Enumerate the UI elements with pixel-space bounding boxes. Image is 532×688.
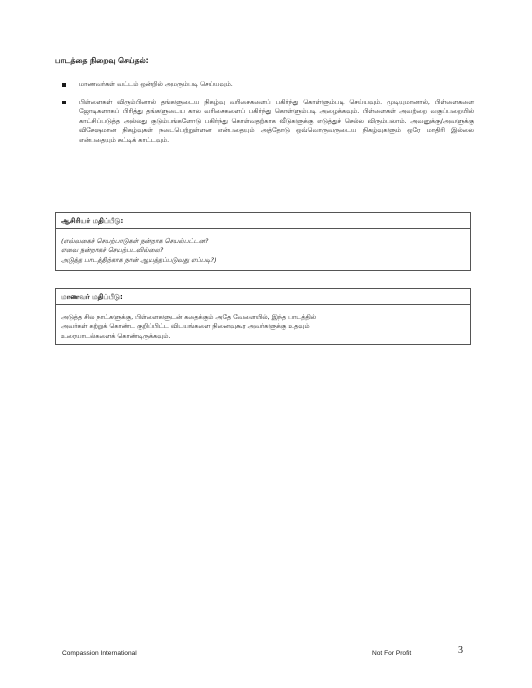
teacher-evaluation-line: (எவ்வகைச் செயற்பாடுகள் நன்றாக செயல்பட்டன? bbox=[61, 237, 209, 245]
teacher-evaluation-heading: ஆசிரியர் மதிப்பீடு: bbox=[56, 213, 470, 229]
student-evaluation-line: அவர்கள் கற்றுக் கொண்ட குறிப்பிட்ட விடயங்களை நினைவுகூர அவர்களுக்கு உதவும் bbox=[61, 322, 310, 331]
bullet-square-icon bbox=[62, 83, 66, 87]
student-evaluation-body bbox=[56, 305, 470, 345]
footer-organization: Compassion International bbox=[62, 650, 137, 657]
student-evaluation-line: உரையாடல்களைக் கொண்டிருக்கவும். bbox=[61, 331, 171, 340]
instruction-item bbox=[62, 80, 474, 90]
teacher-evaluation-line: எவை நன்றாகச் செயற்படவில்லை? bbox=[61, 246, 164, 255]
student-evaluation-heading: மாணவர் மதிப்பீடு: bbox=[56, 289, 470, 305]
page-number: 3 bbox=[458, 645, 463, 656]
teacher-evaluation-line: அடுத்த பாடத்திற்காக நான் ஆயத்தப்படுவது எப்படி?) bbox=[61, 255, 217, 264]
footer-tagline: Not For Profit bbox=[372, 650, 412, 657]
instruction-text: மாணவர்கள் வட்டம் ஒன்றில் அமரும்படி செய்யவும். bbox=[79, 80, 233, 88]
student-evaluation-box bbox=[55, 288, 471, 345]
section-heading: பாடத்தை நிறைவு செய்தல்: bbox=[55, 56, 149, 65]
teacher-evaluation-box bbox=[55, 212, 471, 271]
student-evaluation-line: அடுத்த சில நாட்களுக்கு, பிள்ளைகளுடன் கதைக்கும் அதே வேளையில், இந்த பாடத்தில் bbox=[61, 313, 317, 321]
teacher-evaluation-body bbox=[56, 229, 470, 269]
bullet-square-icon bbox=[62, 101, 66, 105]
instruction-item bbox=[62, 98, 474, 146]
instruction-list bbox=[62, 80, 474, 154]
instruction-text: பிள்ளைகள் விரும்பினால் தங்களுடைய நிகழ்வு வரிசைகளைப் பகிர்ந்து கொள்ளும்படி செய்யவும். முடியுமானால், பிள்ளைகளை ஜோடிகளாகப் பிரித்து தங்களுடைய கால வரிசைகளைப் பகிர்ந்து கொள்ளும்படி அழைக்கவும். பிள்ளைகள் அவற்றை வகுப்பறையில் காட்சிப்படுத்த அல்லது குடும்பங்களோடு பகிர்ந்து கொள்வதற்காக வீடுகளுக்கு எடுத்துச் செல்ல விரும்பலாம். அவனுக்கு/அவளுக்கு விசேஷமான நிகழ்வுகள் நடைபெற்றுள்ளன என்பதையும் அத்தோடு ஒவ்வொருவருடைய நிகழ்வுகளும் ஒரே மாதிரி இல்லை என்பதையும் சுட்டிக் காட்டவும். bbox=[79, 97, 474, 144]
